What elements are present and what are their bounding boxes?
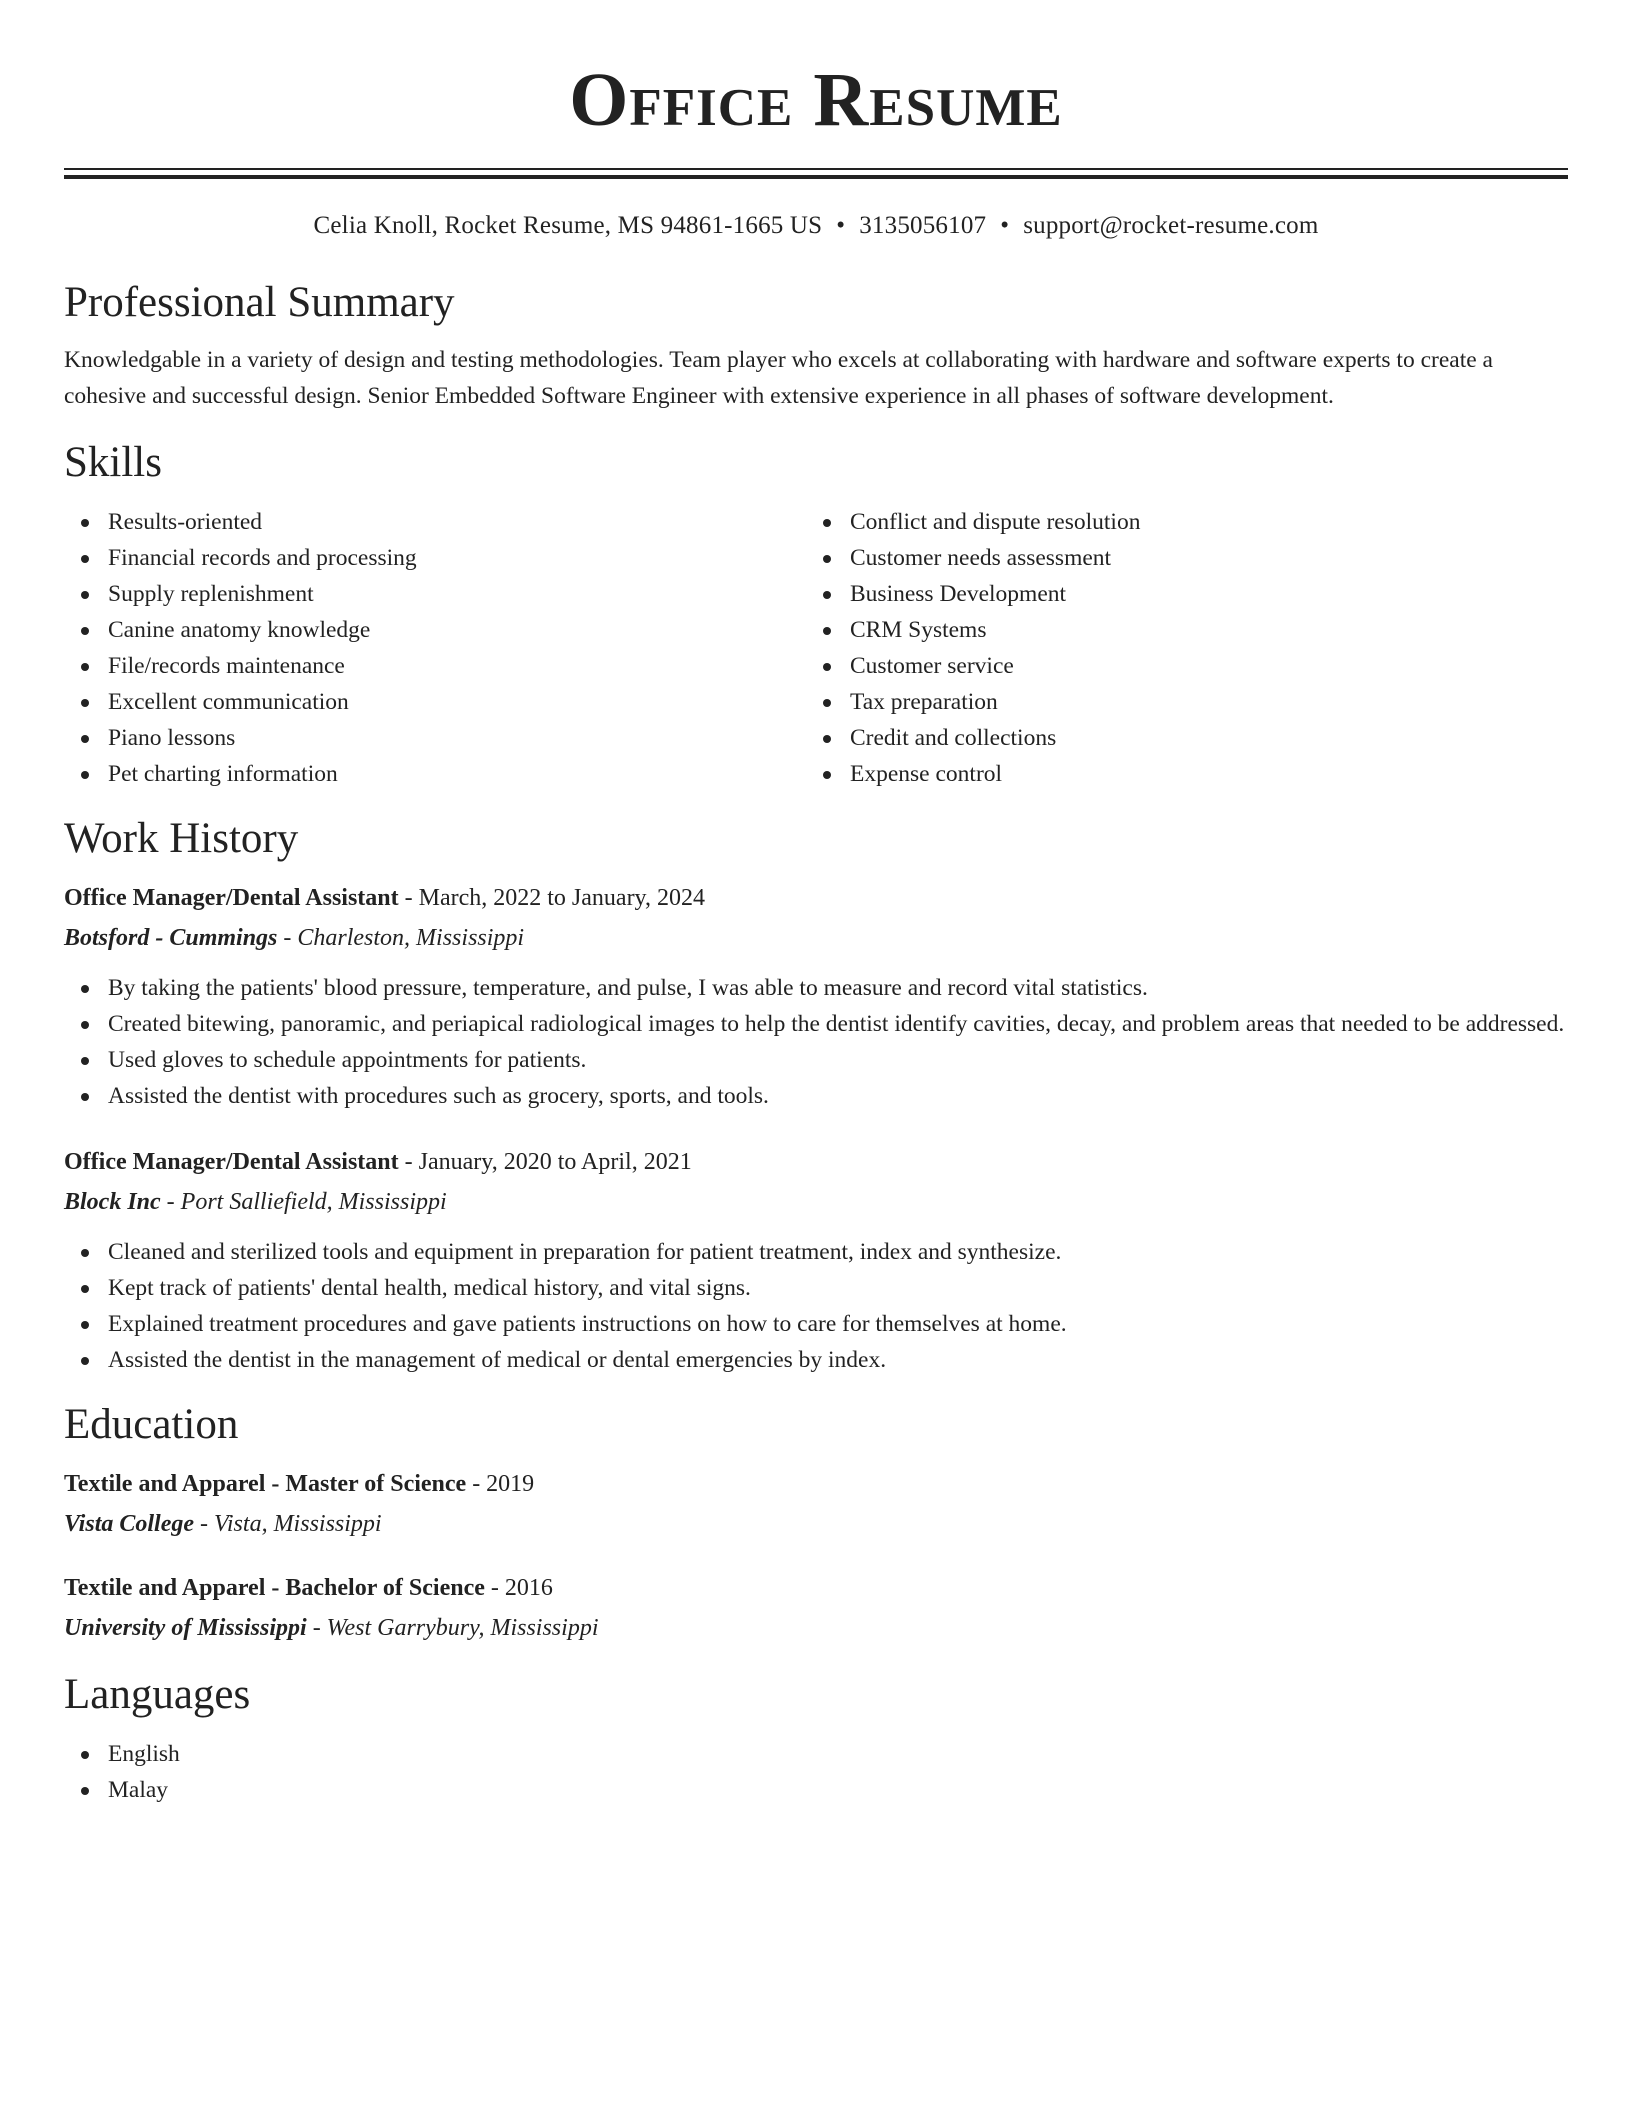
header-double-rule [64,168,1568,179]
section-title-languages: Languages [64,1671,251,1718]
job-company-line [64,920,1568,956]
education-location: - West Garrybury, Mississippi [306,1615,599,1641]
skills-list-left [64,504,806,792]
resume-page [64,0,1568,1808]
job-bullet: Used gloves to schedule appointments for patients. [64,1042,1568,1078]
job-bullet: By taking the patients' blood pressure, temperature, and pulse, I was able to measure and record vital statistics. [64,970,1568,1006]
contact-email[interactable]: support@rocket-resume.com [1023,212,1319,239]
education-heading [64,1570,1568,1606]
education-school-line [64,1506,1568,1542]
skill-item: Canine anatomy knowledge [64,612,806,648]
job-company: Block Inc [64,1189,161,1215]
job-bullet: Cleaned and sterilized tools and equipment in preparation for patient treatment, index and synthesize. [64,1234,1568,1270]
section-title-education: Education [64,1401,239,1448]
education-school: Vista College [64,1511,195,1537]
skill-item: Excellent communication [64,684,806,720]
contact-separator: • [836,212,846,239]
education-entry [64,1570,1568,1646]
job-role: Office Manager/Dental Assistant [64,1149,399,1175]
education-location: - Vista, Mississippi [194,1511,382,1537]
job-bullet: Assisted the dentist in the management of medical or dental emergencies by index. [64,1342,1568,1378]
job-bullet-list [64,1234,1568,1378]
job-entry [64,880,1568,1114]
skill-item: Results-oriented [64,504,806,540]
education-school-line [64,1610,1568,1646]
skill-item: Pet charting information [64,756,806,792]
contact-phone: 3135056107 [859,212,987,239]
job-location: - Port Salliefield, Mississippi [160,1189,447,1215]
skill-item: Customer service [806,648,1548,684]
education-degree: Textile and Apparel - Bachelor of Science [64,1575,485,1601]
job-bullet-list [64,970,1568,1114]
job-bullet: Assisted the dentist with procedures such as grocery, sports, and tools. [64,1078,1568,1114]
job-bullet: Explained treatment procedures and gave patients instructions on how to care for themselves at home. [64,1306,1568,1342]
skill-item: Tax preparation [806,684,1548,720]
job-company: Botsford - Cummings [64,925,278,951]
skill-item: Customer needs assessment [806,540,1548,576]
skill-item: Credit and collections [806,720,1548,756]
contact-line [64,209,1568,243]
summary-text: Knowledgable in a variety of design and testing methodologies. Team player who excels at collaborating with hardware and software experts to create a cohesive and successful design. Senior Embedded Software Engineer with extensive experience in all phases of software development. [64,347,1493,409]
section-title-summary: Professional Summary [64,279,455,326]
education-heading [64,1466,1568,1502]
education-year: - 2019 [466,1471,535,1497]
skills-grid [64,504,1568,792]
education-entry [64,1466,1568,1542]
skills-list-right [806,504,1548,792]
skill-item: Piano lessons [64,720,806,756]
job-company-line [64,1184,1568,1220]
resume-name: Office Resume [569,58,1063,142]
skill-item: Business Development [806,576,1548,612]
job-dates: - March, 2022 to January, 2024 [398,885,705,911]
skill-item: Financial records and processing [64,540,806,576]
job-bullet: Created bitewing, panoramic, and periapical radiological images to help the dentist identify cavities, decay, and problem areas that needed to be addressed. [64,1006,1568,1042]
job-heading [64,1144,1568,1180]
skill-item: CRM Systems [806,612,1548,648]
skill-item: Expense control [806,756,1548,792]
job-heading [64,880,1568,916]
education-year: - 2016 [484,1575,553,1601]
contact-address: Celia Knoll, Rocket Resume, MS 94861-1665 US [313,212,823,239]
job-entry [64,1144,1568,1378]
language-item: Malay [64,1772,1568,1808]
job-role: Office Manager/Dental Assistant [64,885,399,911]
job-bullet: Kept track of patients' dental health, medical history, and vital signs. [64,1270,1568,1306]
section-title-skills: Skills [64,439,162,486]
language-item: English [64,1736,1568,1772]
education-school: University of Mississippi [64,1615,307,1641]
job-dates: - January, 2020 to April, 2021 [398,1149,692,1175]
skill-item: File/records maintenance [64,648,806,684]
skill-item: Supply replenishment [64,576,806,612]
languages-list [64,1736,1568,1808]
section-title-work-history: Work History [64,815,299,862]
education-degree: Textile and Apparel - Master of Science [64,1471,467,1497]
contact-separator: • [1000,212,1010,239]
job-location: - Charleston, Mississippi [277,925,525,951]
skill-item: Conflict and dispute resolution [806,504,1548,540]
